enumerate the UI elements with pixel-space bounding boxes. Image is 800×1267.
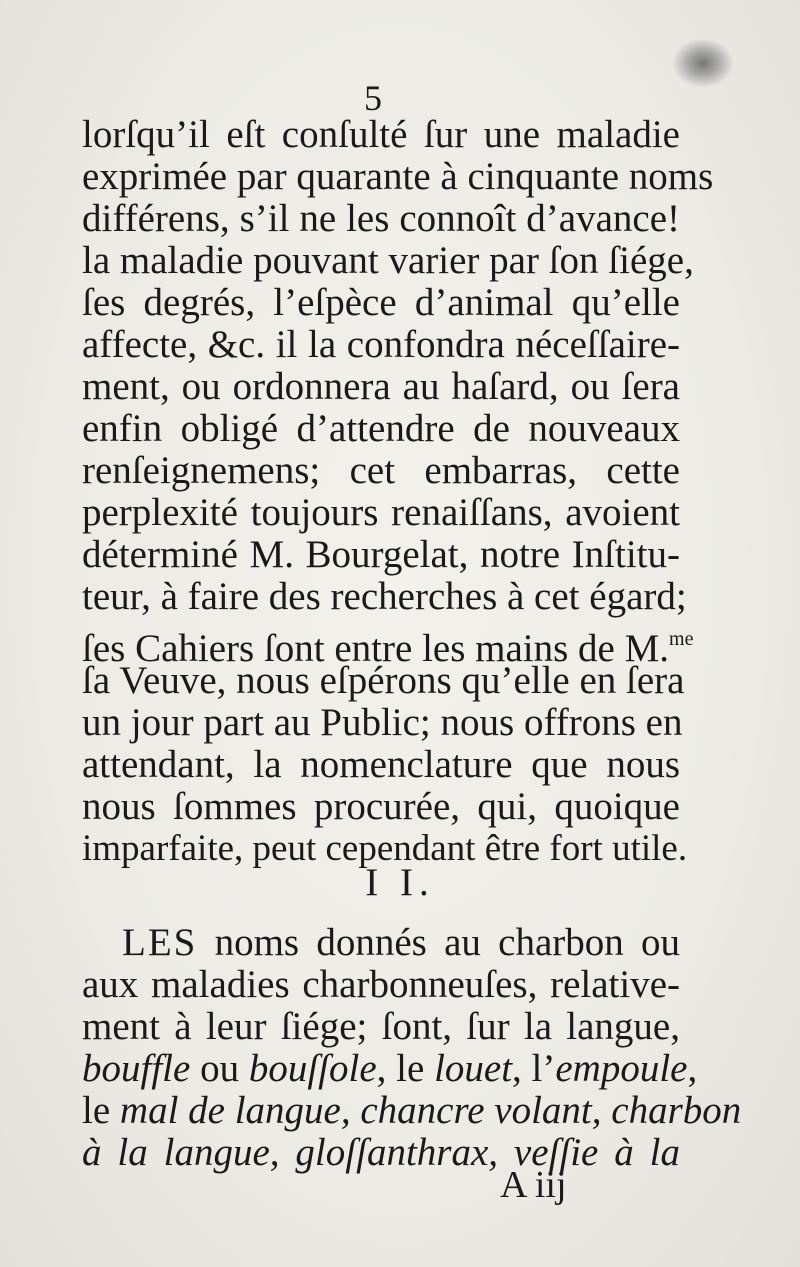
text-line: renſeignemens; cet embarras, cette xyxy=(82,449,680,492)
italic-term: bouſſole xyxy=(248,1047,377,1090)
text-line: ſa Veuve, nous eſpérons qu’elle en ſera xyxy=(82,659,685,702)
text-segment: noms donnés au charbon ou xyxy=(214,921,680,964)
text-segment: , l’ xyxy=(512,1047,556,1090)
text-segment: , le xyxy=(376,1047,435,1090)
text-segment: ſes Cahiers ſont entre les mains de M. xyxy=(82,627,670,670)
text-line: exprimée par quarante à cinquante noms xyxy=(82,155,714,198)
text-line xyxy=(82,1047,698,1090)
text-line: ment, ou ordonnera au haſard, ou ſera xyxy=(82,365,680,408)
text-line: enfin obligé d’attendre de nouveaux xyxy=(82,407,680,450)
first-word: LES xyxy=(122,921,198,964)
text-line: perplexité toujours renaiſſans, avoient xyxy=(82,491,680,534)
italic-term: mal de langue, chancre volant, charbon xyxy=(119,1089,742,1132)
text-line: aux maladies charbonneuſes, relative- xyxy=(82,963,680,1006)
text-line: différens, s’il ne les connoît d’avance! xyxy=(82,197,680,240)
text-line: ſes degrés, l’eſpèce d’animal qu’elle xyxy=(82,281,680,324)
text-line: ment à leur ſiége; ſont, ſur la langue, xyxy=(82,1005,680,1048)
text-segment: ou xyxy=(190,1047,249,1090)
text-segment: , xyxy=(687,1047,698,1090)
text-line: nous ſommes procurée, qui, quoique xyxy=(82,785,680,828)
text-line xyxy=(82,1089,742,1132)
text-segment: le xyxy=(82,1089,120,1132)
italic-term: empoule xyxy=(555,1047,688,1090)
page-number: 5 xyxy=(364,78,382,118)
italic-term: bouffle xyxy=(82,1047,191,1090)
text-line xyxy=(82,618,694,670)
text-line: déterminé M. Bourgelat, notre Inſtitu- xyxy=(82,533,680,576)
italic-term: louet xyxy=(434,1047,513,1090)
text-line: affecte, &c. il la confondra néceſſaire- xyxy=(82,323,680,366)
text-line: un jour part au Public; nous offrons en xyxy=(82,701,683,744)
ink-smudge xyxy=(672,38,734,88)
text-line: teur, à faire des recherches à cet égard; xyxy=(82,575,687,618)
text-line xyxy=(122,922,680,964)
text-line: attendant, la nomenclature que nous xyxy=(82,743,680,786)
text-line: à la langue, gloſſanthrax, veſſie à la xyxy=(82,1131,680,1174)
text-line: lorſqu’il eſt conſulté ſur une maladie xyxy=(82,113,680,156)
signature-mark: A iij xyxy=(500,1164,567,1206)
text-line: la maladie pouvant varier par ſon ſiége, xyxy=(82,239,694,282)
superscript: me xyxy=(669,628,694,650)
text-line: imparfaite, peut cependant être fort utile. xyxy=(82,828,688,869)
section-heading: I I. xyxy=(365,861,435,904)
